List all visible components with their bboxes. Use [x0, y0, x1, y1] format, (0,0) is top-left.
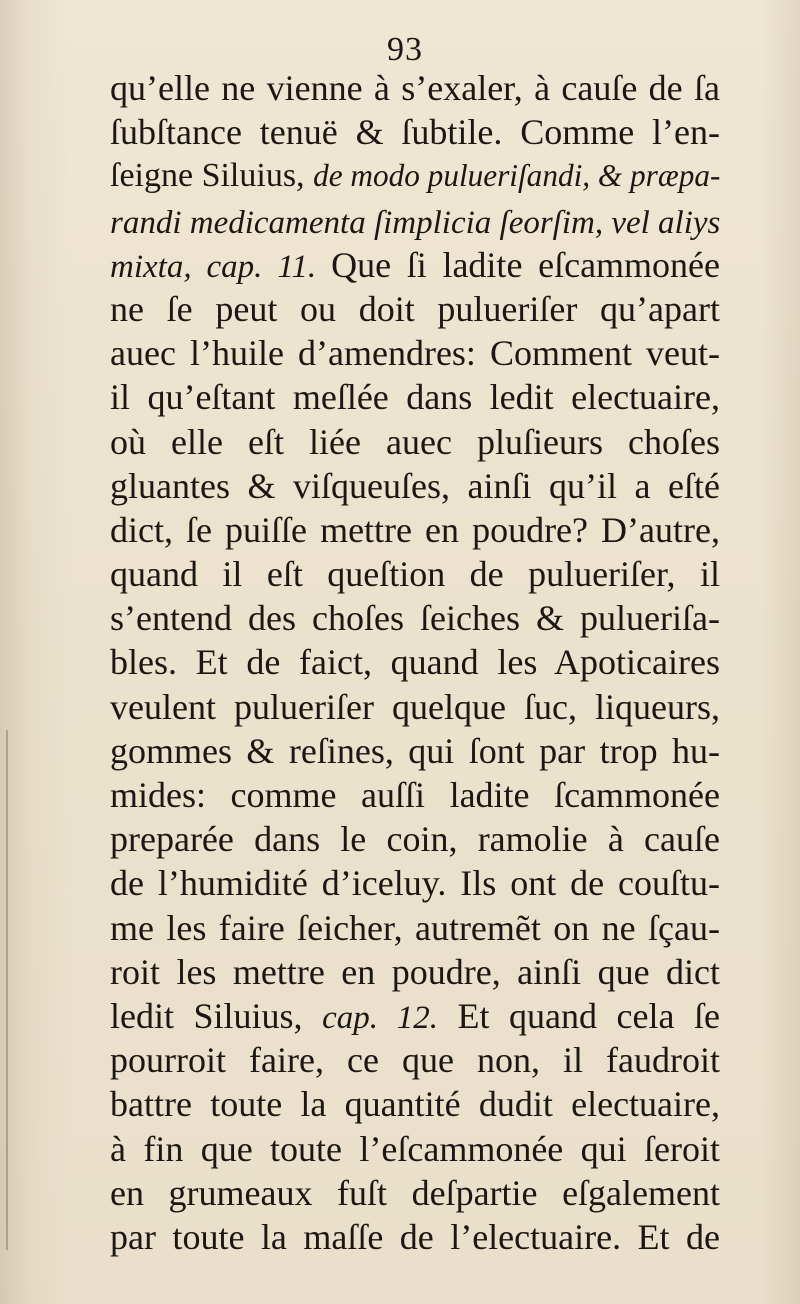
- text-segment: auec l’huile d’amendres: Comment veut-: [110, 333, 720, 374]
- text-line: [110, 287, 720, 331]
- text-segment: où elle eſt liée auec pluſieurs choſes: [110, 421, 720, 462]
- text-line: [110, 1082, 720, 1126]
- text-segment: roit les mettre en poudre, ainſi que dict: [110, 951, 720, 992]
- text-segment: Que ſi ladite eſcammonée: [331, 244, 721, 285]
- text-line: [110, 464, 720, 508]
- binding-edge: [6, 730, 8, 1250]
- page-number: 93: [387, 31, 423, 68]
- text-line: [110, 685, 720, 729]
- text-segment: pourroit faire, ce que non, il faudroit: [110, 1040, 720, 1081]
- text-line: [110, 66, 720, 110]
- text-segment: à fin que toute l’eſcammonée qui ſeroit: [110, 1128, 720, 1169]
- text-segment: ledit Siluius,: [110, 995, 323, 1036]
- text-segment: ſubſtance tenuë & ſubtile. Comme l’en-: [110, 112, 720, 153]
- text-line: [110, 596, 720, 640]
- text-line: [110, 552, 720, 596]
- text-segment: Et quand cela ſe: [438, 995, 720, 1036]
- text-line: [110, 729, 720, 773]
- text-line: [110, 331, 720, 375]
- text-line: [110, 110, 720, 154]
- text-line: [110, 817, 720, 861]
- text-segment: qu’elle ne vienne à s’exaler, à cauſe de ſa: [110, 68, 720, 108]
- text-line: [110, 1215, 720, 1259]
- text-segment: bles. Et de faict, quand les Apoticaires: [110, 642, 720, 683]
- text-line: [110, 199, 720, 243]
- text-line: [110, 420, 720, 464]
- text-line: [110, 994, 720, 1038]
- text-line: [110, 508, 720, 552]
- text-segment: ſeigne Siluius,: [110, 157, 314, 195]
- text-segment: gommes & reſines, qui ſont par trop hu-: [110, 730, 720, 771]
- text-line: [110, 773, 720, 817]
- text-line: [110, 861, 720, 905]
- text-line: [110, 906, 720, 950]
- body-text: [110, 66, 720, 1259]
- text-line: [110, 1127, 720, 1171]
- text-segment: veulent pulueriſer quelque ſuc, liqueurs,: [110, 686, 720, 727]
- text-line: [110, 1038, 720, 1082]
- text-segment: s’entend des choſes ſeiches & pulueriſa-: [110, 598, 720, 639]
- italic-segment: cap. 12.: [322, 999, 438, 1036]
- text-segment: ne ſe peut ou doit pulueriſer qu’apart: [110, 288, 720, 329]
- text-line: [110, 950, 720, 994]
- text-segment: me les faire ſeicher, autremẽt on ne ſçau-: [110, 907, 720, 948]
- text-segment: preparée dans le coin, ramolie à cauſe: [110, 819, 720, 860]
- text-segment: mides: comme auſſi ladite ſcammonée: [110, 775, 720, 815]
- text-line: [110, 1171, 720, 1215]
- text-line: [110, 154, 720, 198]
- italic-segment: de modo pulueriſandi, & præpa-: [313, 158, 721, 194]
- text-line: [110, 243, 720, 287]
- text-segment: il qu’eſtant meſlée dans ledit electuaire,: [110, 377, 720, 418]
- italic-segment: mixta, cap. 11.: [110, 248, 332, 285]
- text-line: [110, 640, 720, 684]
- text-segment: de l’humidité d’iceluy. Ils ont de couſtu-: [110, 863, 720, 904]
- text-segment: gluantes & viſqueuſes, ainſi qu’il a eſté: [110, 465, 720, 506]
- text-segment: en grumeaux fuſt deſpartie eſgalement: [110, 1172, 720, 1213]
- text-line: [110, 375, 720, 419]
- text-segment: dict, ſe puiſſe mettre en poudre? D’autre,: [110, 509, 720, 550]
- italic-segment: randi medicamenta ſimplicia ſeorſim, vel aliys: [110, 204, 721, 241]
- text-segment: battre toute la quantité dudit electuaire,: [110, 1084, 720, 1125]
- text-segment: par toute la maſſe de l’electuaire. Et de: [110, 1216, 720, 1257]
- text-segment: quand il eſt queſtion de pulueriſer, il: [110, 554, 720, 595]
